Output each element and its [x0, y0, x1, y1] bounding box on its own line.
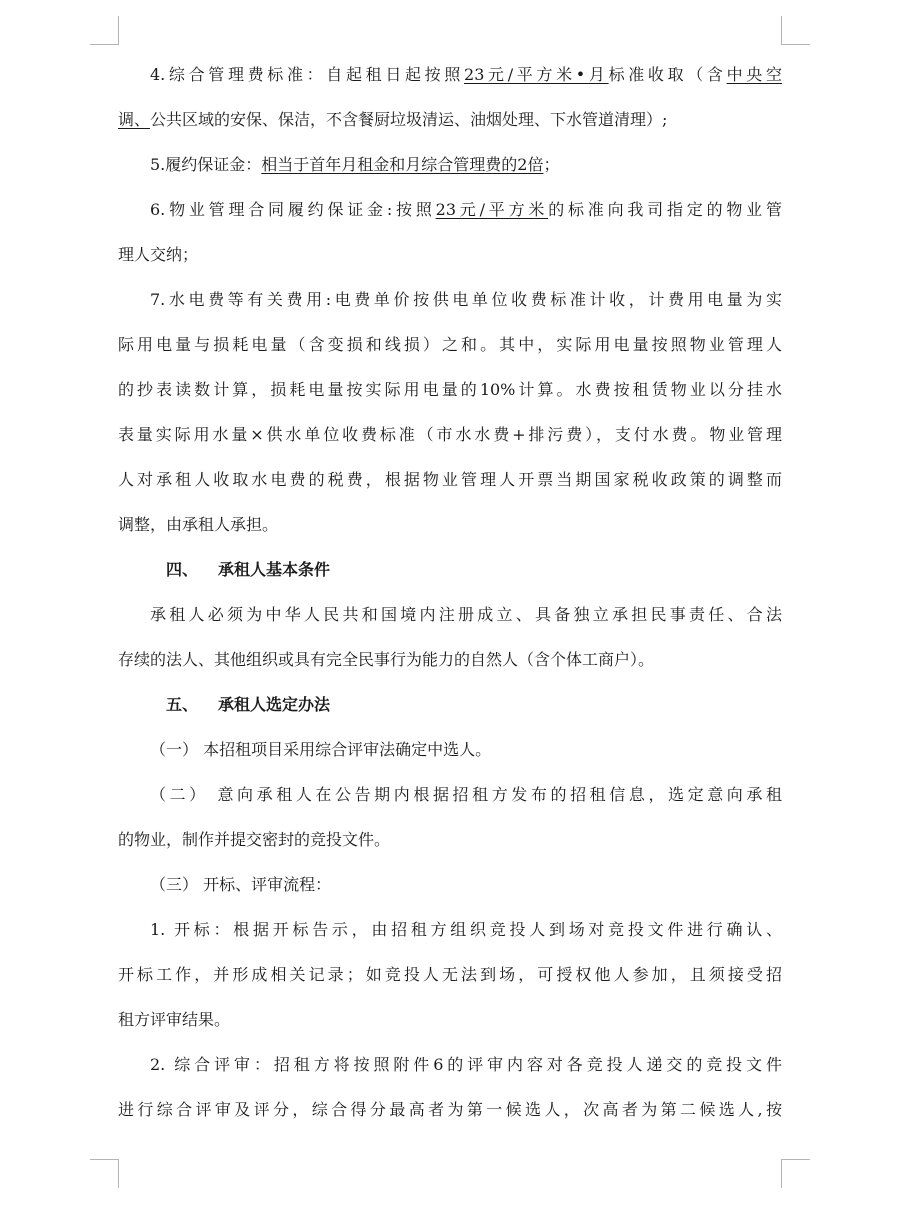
- underlined-text: 调、: [118, 110, 151, 129]
- text-run: ；: [543, 155, 560, 174]
- section-5-item-1: （一） 本招租项目采用综合评审法确定中选人。: [150, 740, 492, 759]
- crop-mark-bottom-left: [90, 1159, 119, 1188]
- paragraph-4-line-1: [118, 52, 782, 97]
- section-4-body-line-2: 存续的法人、其他组织或具有完全民事行为能力的自然人（含个体工商户）。: [118, 650, 655, 669]
- section-5-item-2-line-2: 的物业，制作并提交密封的竞投文件。: [118, 830, 391, 849]
- paragraph-7-line-2: 际用电量与损耗电量（含变损和线损）之和。其中，实际用电量按照物业管理人: [118, 335, 782, 354]
- paragraph-6-line-1: [118, 187, 782, 232]
- paragraph-7-line-5: 人对承租人收取水电费的税费，根据物业管理人开票当期国家税收政策的调整而: [118, 470, 782, 489]
- underlined-fee: 23元/平方米: [435, 200, 549, 219]
- text-run: 公共区域的安保、保洁，不含餐厨垃圾清运、油烟处理、下水管道清理）;: [150, 110, 668, 129]
- section-5-item-2-line-1: （二） 意向承租人在公告期内根据招租方发布的招租信息，选定意向承租: [150, 785, 782, 804]
- section-title: 承租人选定办法: [218, 695, 331, 714]
- paragraph-7-line-1: 7.水电费等有关费用:电费单价按供电单位收费标准计收，计费用电量为实: [150, 290, 782, 309]
- underlined-deposit: 相当于首年月租金和月综合管理费的2倍: [261, 155, 544, 174]
- section-number: 五、: [166, 695, 199, 714]
- text-run: 4.综合管理费标准：自起租日起按照: [150, 65, 465, 84]
- paragraph-5: [118, 142, 782, 187]
- text-run: 6.物业管理合同履约保证金:按照: [150, 200, 436, 219]
- paragraph-4-line-2: [118, 97, 782, 142]
- paragraph-7-line-4: 表量实际用水量×供水单位收费标准（市水水费+排污费），支付水费。物业管理: [118, 425, 782, 444]
- text-run: 标准收取（含: [608, 65, 727, 84]
- section-5-heading: [118, 682, 782, 727]
- section-title: 承租人基本条件: [218, 560, 331, 579]
- section-5-item-3: （三） 开标、评审流程：: [150, 875, 332, 894]
- section-4-heading: [118, 547, 782, 592]
- crop-mark-bottom-right: [781, 1159, 810, 1188]
- section-5-step-1-line-3: 租方评审结果。: [118, 1010, 231, 1029]
- section-5-step-2-line-2: 进行综合评审及评分，综合得分最高者为第一候选人，次高者为第二候选人,按: [118, 1100, 782, 1119]
- section-4-body-line-1: 承租人必须为中华人民共和国境内注册成立、具备独立承担民事责任、合法: [150, 605, 782, 624]
- section-5-step-1-line-1: 1. 开标：根据开标告示，由招租方组织竞投人到场对竞投文件进行确认、: [150, 920, 782, 939]
- paragraph-7-line-6: 调整，由承租人承担。: [118, 515, 279, 534]
- section-number: 四、: [166, 560, 199, 579]
- paragraph-7-line-3: 的抄表读数计算，损耗电量按实际用电量的10%计算。水费按租赁物业以分挂水: [118, 380, 782, 399]
- section-5-step-1-line-2: 开标工作，并形成相关记录；如竞投人无法到场，可授权他人参加，且须接受招: [118, 965, 782, 984]
- underlined-text: 中央空: [726, 65, 782, 84]
- text-run: 5.履约保证金：: [150, 155, 262, 174]
- crop-mark-top-left: [90, 16, 119, 45]
- document-body: [118, 52, 782, 1132]
- underlined-fee: 23元/平方米•月: [464, 65, 609, 84]
- paragraph-6-line-2: 理人交纳；: [118, 245, 199, 264]
- text-run: 的标准向我司指定的物业管: [548, 200, 782, 219]
- section-5-step-2-line-1: 2. 综合评审：招租方将按照附件6的评审内容对各竞投人递交的竞投文件: [150, 1055, 782, 1074]
- crop-mark-top-right: [781, 16, 810, 45]
